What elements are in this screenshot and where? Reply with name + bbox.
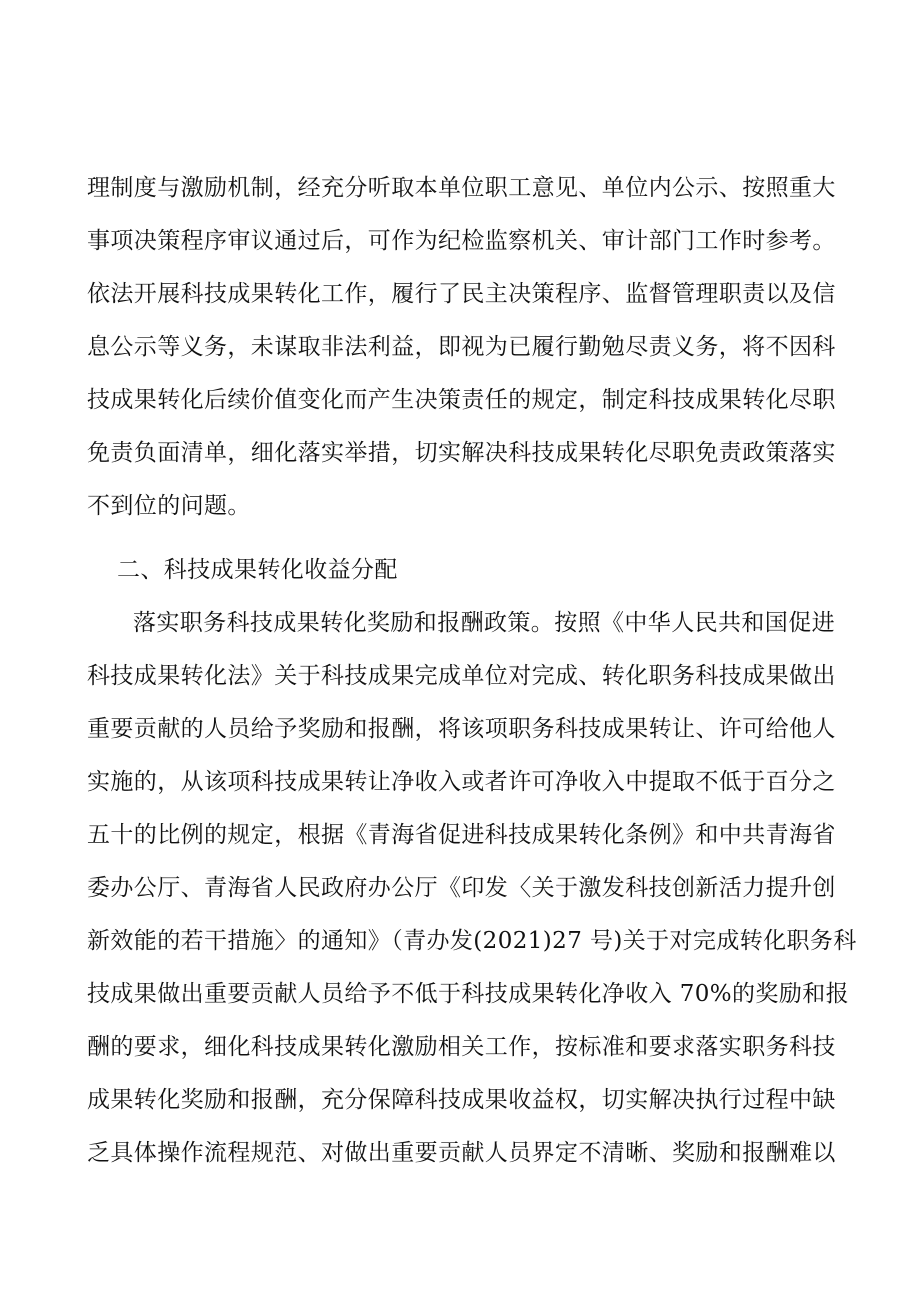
text-line: 实施的，从该项科技成果转让净收入或者许可净收入中提取不低于百分之 bbox=[87, 769, 836, 795]
text-line: 酬的要求，细化科技成果转化激励相关工作，按标准和要求落实职务科技 bbox=[87, 1034, 836, 1060]
text-line: 不到位的问题。 bbox=[87, 493, 251, 519]
text-line: 乏具体操作流程规范、对做出重要贡献人员界定不清晰、奖励和报酬难以 bbox=[87, 1140, 836, 1166]
text-line: 成果转化奖励和报酬，充分保障科技成果收益权，切实解决执行过程中缺 bbox=[87, 1087, 836, 1113]
text-line: 息公示等义务，未谋取非法利益，即视为已履行勤勉尽责义务，将不因科 bbox=[87, 334, 836, 360]
text-line: 重要贡献的人员给予奖励和报酬，将该项职务科技成果转让、许可给他人 bbox=[87, 716, 836, 742]
text-line: 免责负面清单，细化落实举措，切实解决科技成果转化尽职免责政策落实 bbox=[87, 440, 836, 466]
text-line: 五十的比例的规定，根据《青海省促进科技成果转化条例》和中共青海省 bbox=[87, 822, 836, 848]
text-line: 事项决策程序审议通过后，可作为纪检监察机关、审计部门工作时参考。 bbox=[87, 228, 836, 254]
section-heading: 二、科技成果转化收益分配 bbox=[117, 557, 398, 583]
text-line: 科技成果转化法》关于科技成果完成单位对完成、转化职务科技成果做出 bbox=[87, 663, 836, 689]
text-line: 落实职务科技成果转化奖励和报酬政策。按照《中华人民共和国促进 bbox=[133, 610, 835, 636]
text-line: 新效能的若干措施〉的通知》（青办发(2021)27 号)关于对完成转化职务科 bbox=[87, 928, 857, 954]
text-line: 依法开展科技成果转化工作，履行了民主决策程序、监督管理职责以及信 bbox=[87, 281, 836, 307]
text-line: 技成果做出重要贡献人员给予不低于科技成果转化净收入 70%的奖励和报 bbox=[87, 981, 850, 1007]
text-line: 委办公厅、青海省人民政府办公厅《印发〈关于激发科技创新活力提升创 bbox=[87, 875, 836, 901]
text-line: 理制度与激励机制，经充分听取本单位职工意见、单位内公示、按照重大 bbox=[87, 175, 836, 201]
text-line: 技成果转化后续价值变化而产生决策责任的规定，制定科技成果转化尽职 bbox=[87, 387, 836, 413]
